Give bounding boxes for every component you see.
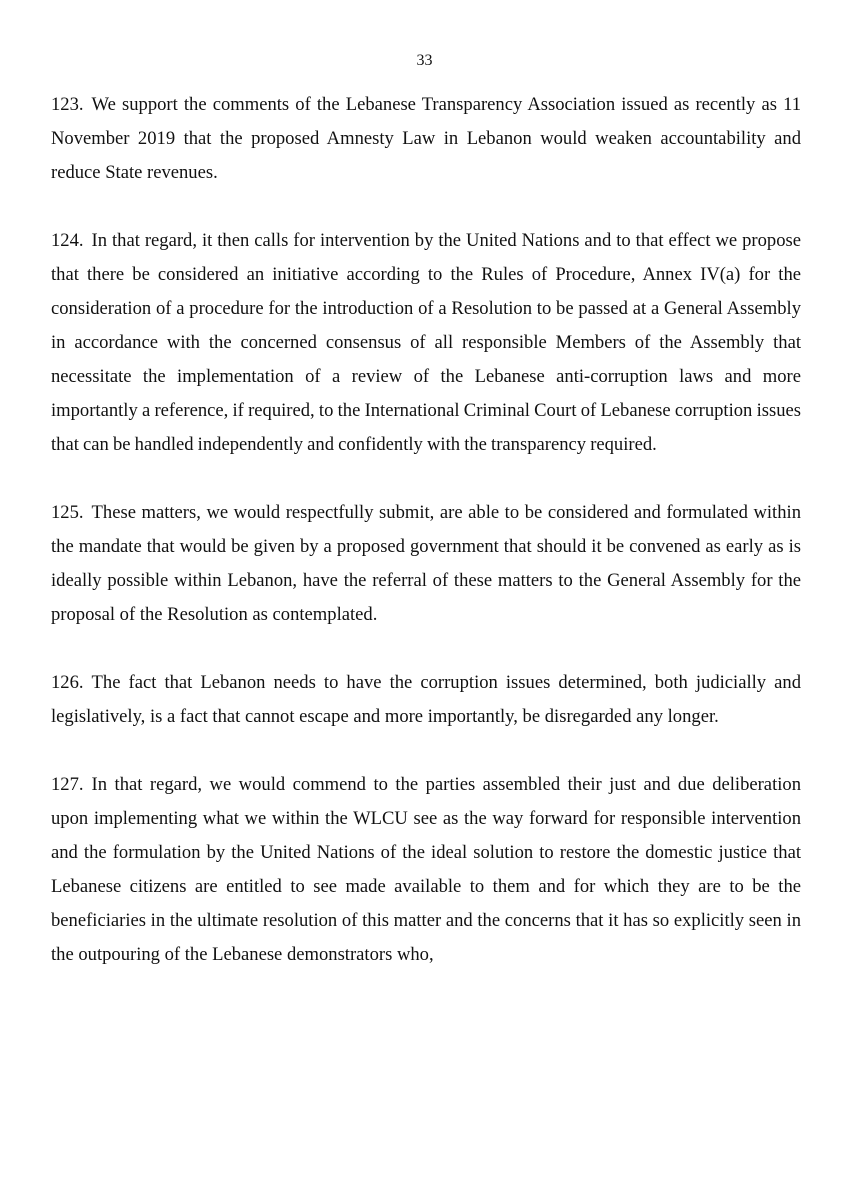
paragraph-number: 126. bbox=[51, 672, 84, 693]
paragraph-124 bbox=[51, 224, 801, 462]
paragraph-text: In that regard, it then calls for intervention by the United Nations and to that effect we propose that there be considered an initiative according to the Rules of Procedure, Annex IV(a) for the consideration of a procedure for the introduction of a Resolution to be passed at a General Assembly in accordance with the concerned consensus of all responsible Members of the Assembly that necessitate the implementation of a review of the Lebanese anti-corruption laws and more importantly a reference, if required, to the International Criminal Court of Lebanese corruption issues that can be handled independently and confidently with the transparency required. bbox=[51, 230, 801, 455]
paragraph-text: The fact that Lebanon needs to have the corruption issues determined, both judicially and legislatively, is a fact that cannot escape and more importantly, be disregarded any longer. bbox=[51, 672, 801, 727]
paragraph-number: 125. bbox=[51, 502, 84, 523]
paragraph-125 bbox=[51, 496, 801, 632]
paragraph-number: 127. bbox=[51, 774, 84, 795]
paragraph-126 bbox=[51, 666, 801, 734]
paragraph-number: 124. bbox=[51, 230, 84, 251]
paragraph-number: 123. bbox=[51, 94, 84, 115]
document-body bbox=[51, 88, 801, 1006]
paragraph-127 bbox=[51, 768, 801, 972]
paragraph-text: We support the comments of the Lebanese Transparency Association issued as recently as 11 November 2019 that the proposed Amnesty Law in Lebanon would weaken accountability and reduce State revenues. bbox=[51, 94, 801, 183]
paragraph-text: In that regard, we would commend to the parties assembled their just and due deliberation upon implementing what we within the WLCU see as the way forward for responsible intervention and the formulation by the United Nations of the ideal solution to restore the domestic justice that Lebanese citizens are entitled to see made available to them and for which they are to be the beneficiaries in the ultimate resolution of this matter and the concerns that it has so explicitly seen in the outpouring of the Lebanese demonstrators who, bbox=[51, 774, 801, 965]
paragraph-123 bbox=[51, 88, 801, 190]
paragraph-text: These matters, we would respectfully submit, are able to be considered and formulated within the mandate that would be given by a proposed government that should it be convened as early as is ideally possible within Lebanon, have the referral of these matters to the General Assembly for the proposal of the Resolution as contemplated. bbox=[51, 502, 801, 625]
page-number: 33 bbox=[416, 52, 433, 69]
